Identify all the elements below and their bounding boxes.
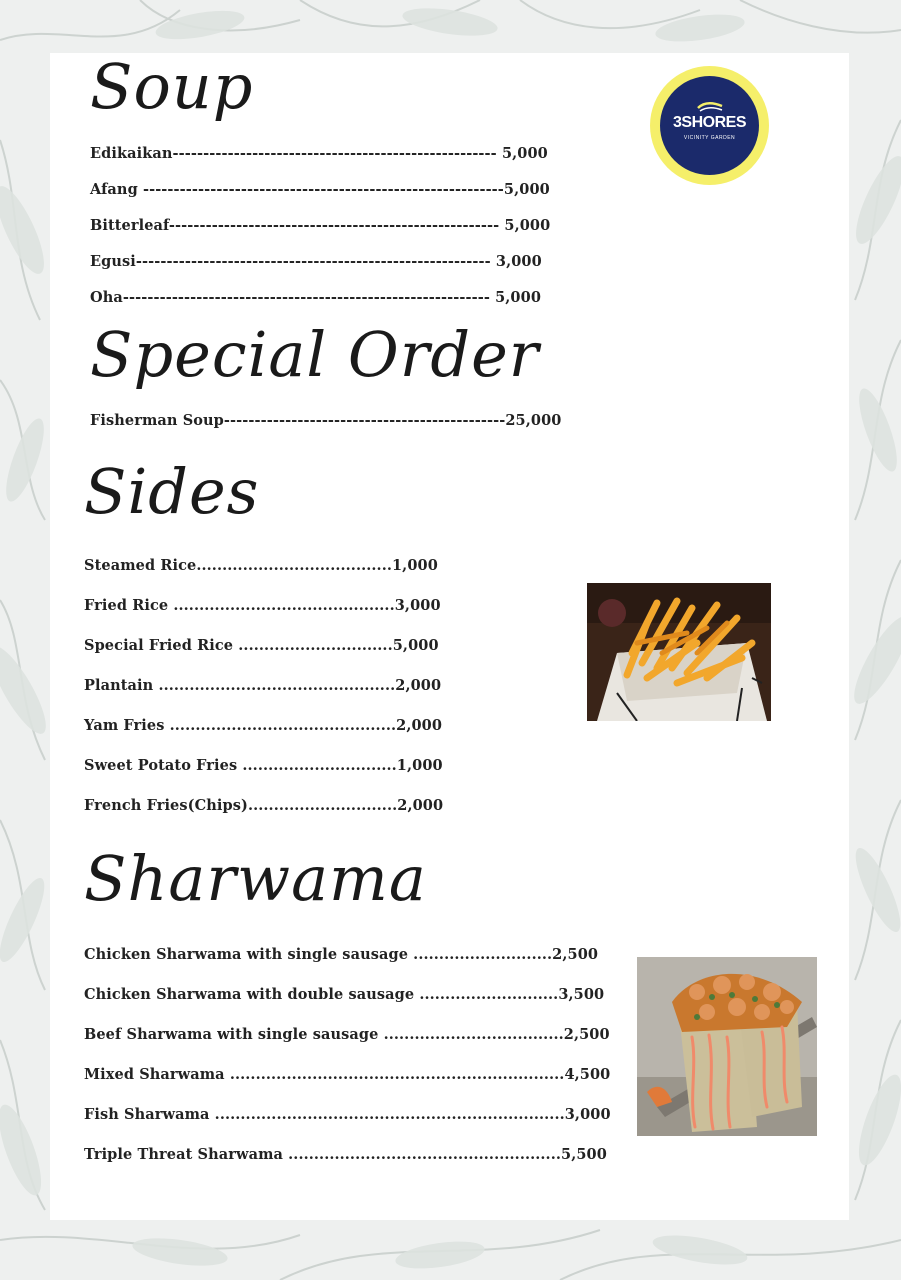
menu-item: Edikaikan----------------------------------------------------- 5,000 — [90, 145, 548, 162]
section-heading-sharwama: Sharwama — [84, 842, 427, 915]
sharwama-photo — [637, 957, 817, 1136]
menu-item: Fisherman Soup----------------------------------------------25,000 — [90, 412, 562, 429]
menu-item: Triple Threat Sharwama .....................................................5,500 — [84, 1146, 607, 1163]
menu-item: Steamed Rice......................................1,000 — [84, 557, 438, 574]
menu-item: Mixed Sharwama .................................................................4,500 — [84, 1066, 611, 1083]
menu-item: Sweet Potato Fries ..............................1,000 — [84, 757, 443, 774]
restaurant-logo — [650, 66, 769, 185]
section-heading-special-order: Special Order — [90, 318, 540, 391]
logo-tagline: VICINITY GARDEN — [683, 135, 736, 141]
menu-item: Fish Sharwama ....................................................................3,000 — [84, 1106, 611, 1123]
section-heading-sides: Sides — [84, 455, 260, 528]
menu-item: Yam Fries ............................................2,000 — [84, 717, 443, 734]
menu-item: Oha------------------------------------------------------------ 5,000 — [90, 289, 542, 306]
logo-name: 3SHORES — [673, 114, 746, 131]
section-heading-soup: Soup — [90, 50, 254, 123]
menu-item: Bitterleaf------------------------------------------------------ 5,000 — [90, 217, 551, 234]
french-fries-photo — [587, 583, 771, 721]
menu-item: Fried Rice ...........................................3,000 — [84, 597, 441, 614]
menu-item: Plantain ..............................................2,000 — [84, 677, 442, 694]
wave-icon — [696, 100, 724, 112]
menu-item: Beef Sharwama with single sausage ...................................2,500 — [84, 1026, 610, 1043]
menu-item: Afang -----------------------------------------------------------5,000 — [90, 181, 550, 198]
menu-item: Egusi---------------------------------------------------------- 3,000 — [90, 253, 542, 270]
menu-item: Chicken Sharwama with double sausage ...........................3,500 — [84, 986, 605, 1003]
menu-item: Chicken Sharwama with single sausage ...........................2,500 — [84, 946, 599, 963]
menu-item: Special Fried Rice ..............................5,000 — [84, 637, 439, 654]
menu-item: French Fries(Chips).............................2,000 — [84, 797, 444, 814]
